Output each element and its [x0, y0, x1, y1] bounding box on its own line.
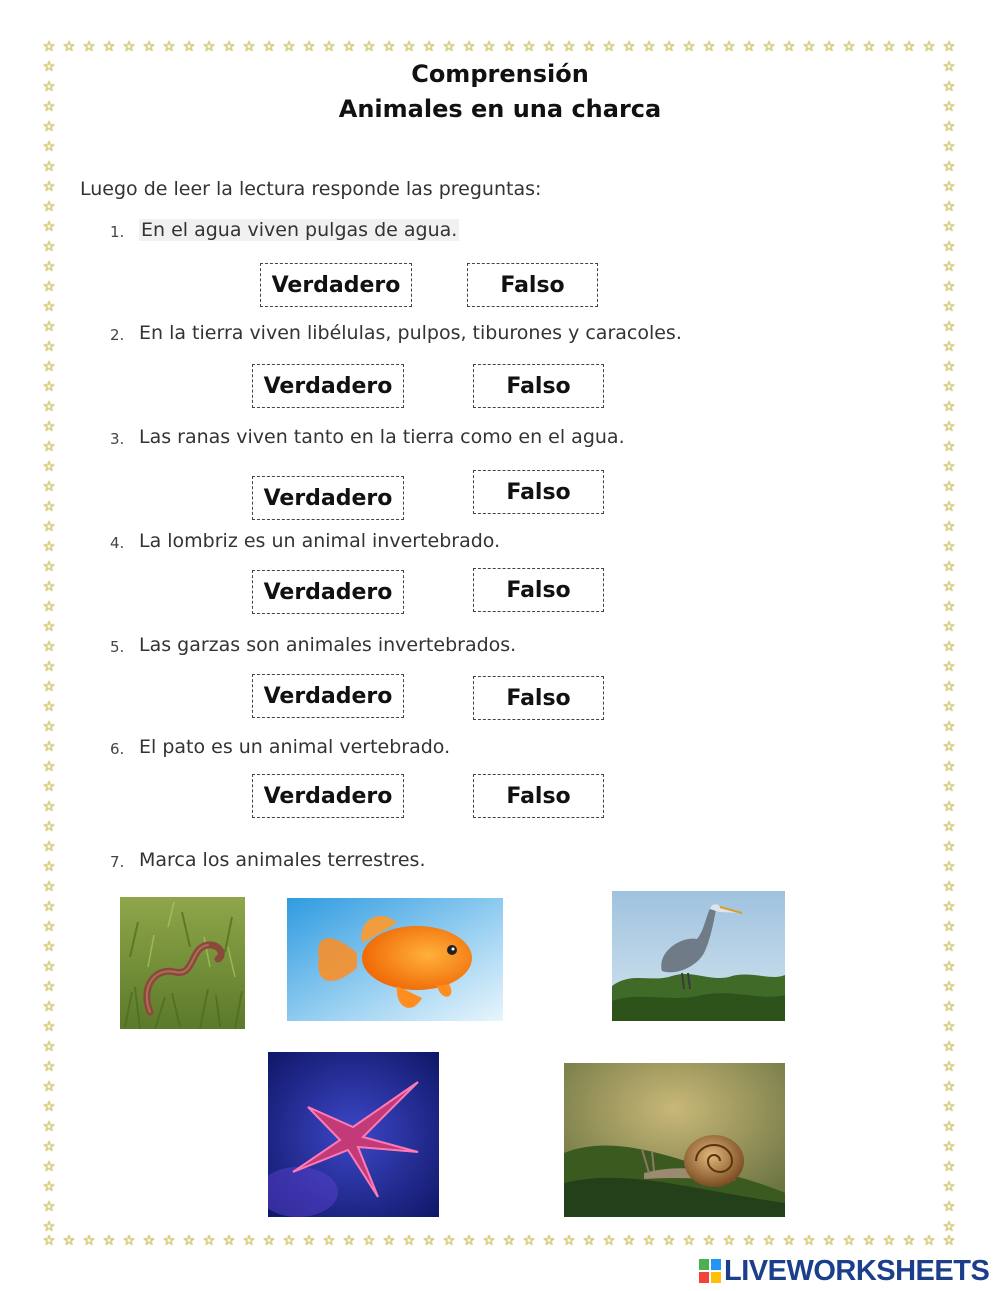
border-star-icon: ☆ — [322, 39, 336, 55]
answer-false-button[interactable]: Falso — [473, 774, 604, 818]
border-star-icon: ☆ — [942, 859, 956, 875]
border-star-icon: ☆ — [142, 39, 156, 55]
answer-true-button[interactable]: Verdadero — [252, 674, 404, 718]
border-star-icon: ☆ — [582, 39, 596, 55]
border-star-icon: ☆ — [942, 399, 956, 415]
border-star-icon: ☆ — [942, 819, 956, 835]
border-star-icon: ☆ — [42, 1039, 56, 1055]
border-star-icon: ☆ — [42, 139, 56, 155]
question-number: 1. — [110, 223, 125, 241]
goldfish-image[interactable] — [287, 898, 503, 1021]
border-star-icon: ☆ — [762, 39, 776, 55]
border-star-icon: ☆ — [942, 519, 956, 535]
border-star-icon: ☆ — [942, 799, 956, 815]
border-star-icon: ☆ — [262, 39, 276, 55]
border-star-icon: ☆ — [942, 759, 956, 775]
border-star-icon: ☆ — [942, 319, 956, 335]
border-star-icon: ☆ — [62, 1233, 76, 1249]
border-star-icon: ☆ — [42, 339, 56, 355]
border-star-icon: ☆ — [42, 1219, 56, 1235]
border-star-icon: ☆ — [42, 319, 56, 335]
border-star-icon: ☆ — [222, 39, 236, 55]
border-star-icon: ☆ — [42, 59, 56, 75]
border-star-icon: ☆ — [182, 1233, 196, 1249]
question-text: El pato es un animal vertebrado. — [139, 736, 451, 758]
border-star-icon: ☆ — [582, 1233, 596, 1249]
answer-false-button[interactable]: Falso — [473, 470, 604, 514]
border-star-icon: ☆ — [862, 1233, 876, 1249]
border-star-icon: ☆ — [702, 1233, 716, 1249]
border-star-icon: ☆ — [42, 499, 56, 515]
question-text: Marca los animales terrestres. — [139, 849, 426, 871]
border-star-icon: ☆ — [42, 939, 56, 955]
border-star-icon: ☆ — [942, 959, 956, 975]
instructions: Luego de leer la lectura responde las preguntas: — [80, 178, 542, 200]
border-star-icon: ☆ — [942, 159, 956, 175]
heron-image[interactable] — [612, 891, 785, 1021]
border-star-icon: ☆ — [942, 739, 956, 755]
border-star-icon: ☆ — [942, 1159, 956, 1175]
border-star-icon: ☆ — [742, 1233, 756, 1249]
liveworksheets-logo — [698, 1254, 989, 1288]
border-star-icon: ☆ — [922, 1233, 936, 1249]
border-star-icon: ☆ — [42, 479, 56, 495]
border-star-icon: ☆ — [942, 619, 956, 635]
border-star-icon: ☆ — [802, 39, 816, 55]
border-star-icon: ☆ — [42, 419, 56, 435]
border-star-icon: ☆ — [42, 199, 56, 215]
border-star-icon: ☆ — [42, 439, 56, 455]
border-star-icon: ☆ — [42, 99, 56, 115]
border-star-icon: ☆ — [662, 1233, 676, 1249]
border-star-icon: ☆ — [942, 879, 956, 895]
answer-true-button[interactable]: Verdadero — [252, 570, 404, 614]
border-star-icon: ☆ — [782, 1233, 796, 1249]
border-star-icon: ☆ — [942, 299, 956, 315]
border-star-icon: ☆ — [942, 639, 956, 655]
border-star-icon: ☆ — [42, 1199, 56, 1215]
border-star-icon: ☆ — [122, 39, 136, 55]
border-star-icon: ☆ — [862, 39, 876, 55]
border-star-icon: ☆ — [942, 1139, 956, 1155]
border-star-icon: ☆ — [522, 1233, 536, 1249]
question-text: La lombriz es un animal invertebrado. — [139, 530, 501, 552]
border-star-icon: ☆ — [42, 1099, 56, 1115]
question-number: 5. — [110, 638, 125, 656]
border-star-icon: ☆ — [942, 59, 956, 75]
border-star-icon: ☆ — [422, 39, 436, 55]
logo-text: LIVEWORKSHEETS — [724, 1254, 990, 1287]
answer-true-button[interactable]: Verdadero — [252, 364, 404, 408]
border-star-icon: ☆ — [502, 39, 516, 55]
border-star-icon: ☆ — [322, 1233, 336, 1249]
border-star-icon: ☆ — [942, 179, 956, 195]
answer-false-button[interactable]: Falso — [467, 263, 598, 307]
border-star-icon: ☆ — [162, 39, 176, 55]
border-star-icon: ☆ — [622, 1233, 636, 1249]
border-star-icon: ☆ — [942, 1233, 956, 1249]
border-star-icon: ☆ — [942, 539, 956, 555]
border-star-icon: ☆ — [942, 719, 956, 735]
border-star-icon: ☆ — [942, 899, 956, 915]
border-star-icon: ☆ — [42, 779, 56, 795]
border-star-icon: ☆ — [42, 659, 56, 675]
border-star-icon: ☆ — [442, 39, 456, 55]
border-star-icon: ☆ — [822, 1233, 836, 1249]
border-star-icon: ☆ — [942, 379, 956, 395]
border-star-icon: ☆ — [42, 679, 56, 695]
border-star-icon: ☆ — [942, 1019, 956, 1035]
border-star-icon: ☆ — [42, 719, 56, 735]
question-number: 7. — [110, 853, 125, 871]
border-star-icon: ☆ — [542, 39, 556, 55]
border-star-icon: ☆ — [722, 39, 736, 55]
border-star-icon: ☆ — [42, 219, 56, 235]
border-star-icon: ☆ — [42, 519, 56, 535]
border-star-icon: ☆ — [542, 1233, 556, 1249]
border-star-icon: ☆ — [42, 1139, 56, 1155]
border-star-icon: ☆ — [902, 39, 916, 55]
border-star-icon: ☆ — [42, 759, 56, 775]
border-star-icon: ☆ — [42, 359, 56, 375]
border-star-icon: ☆ — [942, 1179, 956, 1195]
border-star-icon: ☆ — [42, 119, 56, 135]
border-star-icon: ☆ — [42, 619, 56, 635]
border-star-icon: ☆ — [42, 559, 56, 575]
border-star-icon: ☆ — [942, 839, 956, 855]
border-star-icon: ☆ — [42, 879, 56, 895]
border-star-icon: ☆ — [942, 259, 956, 275]
border-star-icon: ☆ — [42, 259, 56, 275]
answer-true-button[interactable]: Verdadero — [252, 476, 404, 520]
border-star-icon: ☆ — [142, 1233, 156, 1249]
border-star-icon: ☆ — [942, 1039, 956, 1055]
border-star-icon: ☆ — [42, 179, 56, 195]
border-star-icon: ☆ — [302, 39, 316, 55]
border-star-icon: ☆ — [122, 1233, 136, 1249]
border-star-icon: ☆ — [382, 1233, 396, 1249]
border-star-icon: ☆ — [42, 979, 56, 995]
border-star-icon: ☆ — [382, 39, 396, 55]
border-star-icon: ☆ — [42, 299, 56, 315]
border-star-icon: ☆ — [942, 39, 956, 55]
border-star-icon: ☆ — [82, 1233, 96, 1249]
border-star-icon: ☆ — [422, 1233, 436, 1249]
border-star-icon: ☆ — [42, 639, 56, 655]
border-star-icon: ☆ — [902, 1233, 916, 1249]
border-star-icon: ☆ — [42, 279, 56, 295]
border-star-icon: ☆ — [942, 779, 956, 795]
border-star-icon: ☆ — [942, 1199, 956, 1215]
earthworm-image[interactable] — [120, 897, 245, 1029]
border-star-icon: ☆ — [942, 279, 956, 295]
border-star-icon: ☆ — [42, 1019, 56, 1035]
answer-true-button[interactable]: Verdadero — [252, 774, 404, 818]
border-star-icon: ☆ — [942, 479, 956, 495]
border-star-icon: ☆ — [202, 1233, 216, 1249]
border-star-icon: ☆ — [882, 39, 896, 55]
question-text: En el agua viven pulgas de agua. — [141, 219, 458, 241]
border-star-icon: ☆ — [262, 1233, 276, 1249]
question-number: 2. — [110, 326, 125, 344]
border-star-icon: ☆ — [562, 1233, 576, 1249]
border-star-icon: ☆ — [782, 39, 796, 55]
border-star-icon: ☆ — [42, 1179, 56, 1195]
border-star-icon: ☆ — [942, 679, 956, 695]
border-star-icon: ☆ — [802, 1233, 816, 1249]
border-star-icon: ☆ — [522, 39, 536, 55]
worksheet-title: Comprensión — [411, 60, 589, 88]
border-star-icon: ☆ — [342, 1233, 356, 1249]
border-star-icon: ☆ — [942, 919, 956, 935]
border-star-icon: ☆ — [42, 39, 56, 55]
border-star-icon: ☆ — [942, 1099, 956, 1115]
border-star-icon: ☆ — [42, 599, 56, 615]
starfish-image[interactable] — [268, 1052, 439, 1217]
border-star-icon: ☆ — [42, 79, 56, 95]
border-star-icon: ☆ — [82, 39, 96, 55]
border-star-icon: ☆ — [462, 39, 476, 55]
border-star-icon: ☆ — [842, 39, 856, 55]
border-star-icon: ☆ — [42, 379, 56, 395]
border-star-icon: ☆ — [942, 1079, 956, 1095]
border-star-icon: ☆ — [42, 1059, 56, 1075]
border-star-icon: ☆ — [622, 39, 636, 55]
border-star-icon: ☆ — [282, 1233, 296, 1249]
border-star-icon: ☆ — [102, 1233, 116, 1249]
border-star-icon: ☆ — [282, 39, 296, 55]
worksheet-subtitle: Animales en una charca — [338, 95, 662, 123]
border-star-icon: ☆ — [242, 1233, 256, 1249]
border-star-icon: ☆ — [362, 39, 376, 55]
border-star-icon: ☆ — [42, 1233, 56, 1249]
border-star-icon: ☆ — [942, 359, 956, 375]
logo-cubes-icon — [698, 1258, 722, 1284]
border-star-icon: ☆ — [42, 899, 56, 915]
border-star-icon: ☆ — [42, 959, 56, 975]
answer-true-button[interactable]: Verdadero — [260, 263, 412, 307]
border-star-icon: ☆ — [682, 39, 696, 55]
border-star-icon: ☆ — [42, 1119, 56, 1135]
border-star-icon: ☆ — [42, 739, 56, 755]
border-star-icon: ☆ — [482, 1233, 496, 1249]
answer-false-button[interactable]: Falso — [473, 676, 604, 720]
question-text: Las garzas son animales invertebrados. — [139, 634, 517, 656]
border-star-icon: ☆ — [642, 39, 656, 55]
border-star-icon: ☆ — [42, 239, 56, 255]
border-star-icon: ☆ — [42, 459, 56, 475]
border-star-icon: ☆ — [642, 1233, 656, 1249]
answer-false-button[interactable]: Falso — [473, 364, 604, 408]
border-star-icon: ☆ — [242, 39, 256, 55]
border-star-icon: ☆ — [162, 1233, 176, 1249]
border-star-icon: ☆ — [402, 39, 416, 55]
border-star-icon: ☆ — [402, 1233, 416, 1249]
border-star-icon: ☆ — [942, 599, 956, 615]
border-star-icon: ☆ — [42, 579, 56, 595]
border-star-icon: ☆ — [62, 39, 76, 55]
border-star-icon: ☆ — [942, 559, 956, 575]
border-star-icon: ☆ — [822, 39, 836, 55]
snail-image[interactable] — [564, 1063, 785, 1217]
border-star-icon: ☆ — [42, 799, 56, 815]
border-star-icon: ☆ — [562, 39, 576, 55]
border-star-icon: ☆ — [942, 659, 956, 675]
border-star-icon: ☆ — [42, 1159, 56, 1175]
border-star-icon: ☆ — [42, 999, 56, 1015]
border-star-icon: ☆ — [602, 39, 616, 55]
border-star-icon: ☆ — [942, 979, 956, 995]
border-star-icon: ☆ — [42, 539, 56, 555]
border-star-icon: ☆ — [942, 139, 956, 155]
border-star-icon: ☆ — [942, 439, 956, 455]
border-star-icon: ☆ — [42, 699, 56, 715]
border-star-icon: ☆ — [942, 99, 956, 115]
border-star-icon: ☆ — [762, 1233, 776, 1249]
border-star-icon: ☆ — [942, 999, 956, 1015]
border-star-icon: ☆ — [942, 119, 956, 135]
border-star-icon: ☆ — [942, 1219, 956, 1235]
border-star-icon: ☆ — [942, 459, 956, 475]
border-star-icon: ☆ — [942, 699, 956, 715]
border-star-icon: ☆ — [942, 1119, 956, 1135]
border-star-icon: ☆ — [42, 159, 56, 175]
border-star-icon: ☆ — [42, 1079, 56, 1095]
border-star-icon: ☆ — [742, 39, 756, 55]
border-star-icon: ☆ — [42, 399, 56, 415]
border-star-icon: ☆ — [202, 39, 216, 55]
border-star-icon: ☆ — [342, 39, 356, 55]
border-star-icon: ☆ — [942, 579, 956, 595]
border-star-icon: ☆ — [442, 1233, 456, 1249]
question-text: Las ranas viven tanto en la tierra como en el agua. — [139, 426, 625, 448]
border-star-icon: ☆ — [942, 219, 956, 235]
border-star-icon: ☆ — [942, 79, 956, 95]
border-star-icon: ☆ — [222, 1233, 236, 1249]
question-number: 6. — [110, 740, 125, 758]
border-star-icon: ☆ — [362, 1233, 376, 1249]
border-star-icon: ☆ — [182, 39, 196, 55]
border-star-icon: ☆ — [942, 199, 956, 215]
border-star-icon: ☆ — [102, 39, 116, 55]
question-number: 3. — [110, 430, 125, 448]
border-star-icon: ☆ — [882, 1233, 896, 1249]
border-star-icon: ☆ — [42, 859, 56, 875]
border-star-icon: ☆ — [482, 39, 496, 55]
border-star-icon: ☆ — [722, 1233, 736, 1249]
border-star-icon: ☆ — [702, 39, 716, 55]
border-star-icon: ☆ — [42, 919, 56, 935]
border-star-icon: ☆ — [942, 939, 956, 955]
border-star-icon: ☆ — [942, 499, 956, 515]
border-star-icon: ☆ — [502, 1233, 516, 1249]
border-star-icon: ☆ — [662, 39, 676, 55]
question-number: 4. — [110, 534, 125, 552]
border-star-icon: ☆ — [942, 419, 956, 435]
border-star-icon: ☆ — [942, 239, 956, 255]
border-star-icon: ☆ — [462, 1233, 476, 1249]
border-star-icon: ☆ — [842, 1233, 856, 1249]
border-star-icon: ☆ — [942, 1059, 956, 1075]
answer-false-button[interactable]: Falso — [473, 568, 604, 612]
border-star-icon: ☆ — [682, 1233, 696, 1249]
border-star-icon: ☆ — [922, 39, 936, 55]
question-text: En la tierra viven libélulas, pulpos, tiburones y caracoles. — [139, 322, 682, 344]
border-star-icon: ☆ — [602, 1233, 616, 1249]
border-star-icon: ☆ — [302, 1233, 316, 1249]
border-star-icon: ☆ — [942, 339, 956, 355]
border-star-icon: ☆ — [42, 839, 56, 855]
border-star-icon: ☆ — [42, 819, 56, 835]
